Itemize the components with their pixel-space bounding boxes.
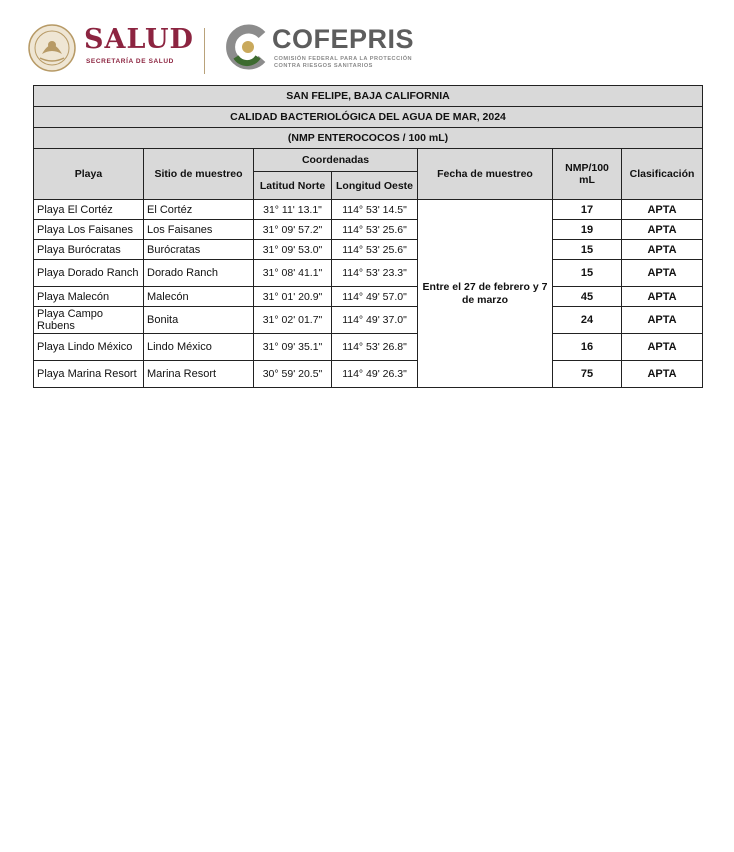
header-clasificacion: Clasificación: [622, 149, 703, 200]
water-quality-table: [33, 85, 703, 388]
header-nmp: NMP/100 mL: [553, 149, 622, 200]
cell-longitud: 114° 53' 25.6": [332, 220, 418, 240]
cell-playa: Playa Lindo México: [34, 334, 144, 361]
cell-clasificacion: APTA: [622, 220, 703, 240]
cell-latitud: 31° 01' 20.9": [254, 287, 332, 307]
cell-clasificacion: APTA: [622, 240, 703, 260]
cell-nmp: 45: [553, 287, 622, 307]
cell-longitud: 114° 53' 23.3": [332, 260, 418, 287]
cell-clasificacion: APTA: [622, 334, 703, 361]
cell-sitio: Bonita: [144, 307, 254, 334]
cell-playa: Playa Dorado Ranch: [34, 260, 144, 287]
table-row: [34, 200, 703, 220]
cell-latitud: 31° 11' 13.1": [254, 200, 332, 220]
cell-playa: Playa Campo Rubens: [34, 307, 144, 334]
cell-nmp: 19: [553, 220, 622, 240]
report-location: SAN FELIPE, BAJA CALIFORNIA: [34, 86, 703, 107]
government-seal-icon: [28, 24, 76, 72]
cell-sitio: Los Faisanes: [144, 220, 254, 240]
header-longitud: Longitud Oeste: [332, 172, 418, 200]
cell-playa: Playa Los Faisanes: [34, 220, 144, 240]
cell-clasificacion: APTA: [622, 361, 703, 388]
table-row: [34, 334, 703, 361]
cell-latitud: 31° 08' 41.1": [254, 260, 332, 287]
report-unit: (NMP ENTEROCOCOS / 100 mL): [34, 128, 703, 149]
table-row: [34, 240, 703, 260]
header-fecha-muestreo: Fecha de muestreo: [418, 149, 553, 200]
header-playa: Playa: [34, 149, 144, 200]
cell-nmp: 16: [553, 334, 622, 361]
cell-clasificacion: APTA: [622, 287, 703, 307]
cell-longitud: 114° 53' 14.5": [332, 200, 418, 220]
cell-nmp: 24: [553, 307, 622, 334]
table-row: [34, 307, 703, 334]
cell-playa: Playa Marina Resort: [34, 361, 144, 388]
header-sitio-muestreo: Sitio de muestreo: [144, 149, 254, 200]
cell-nmp: 75: [553, 361, 622, 388]
cell-latitud: 31° 02' 01.7": [254, 307, 332, 334]
cell-playa: Playa Malecón: [34, 287, 144, 307]
cell-longitud: 114° 53' 25.6": [332, 240, 418, 260]
cell-clasificacion: APTA: [622, 260, 703, 287]
cell-playa: Playa Burócratas: [34, 240, 144, 260]
cell-latitud: 31° 09' 53.0": [254, 240, 332, 260]
cell-sitio: Marina Resort: [144, 361, 254, 388]
header-latitud: Latitud Norte: [254, 172, 332, 200]
cell-fecha-muestreo: Entre el 27 de febrero y 7 de marzo: [418, 200, 553, 388]
cell-playa: Playa El Cortéz: [34, 200, 144, 220]
cell-nmp: 15: [553, 260, 622, 287]
header-coordenadas: Coordenadas: [254, 149, 418, 172]
cell-sitio: El Cortéz: [144, 200, 254, 220]
cofepris-subtitle-line-2: CONTRA RIESGOS SANITARIOS: [274, 63, 373, 69]
cell-clasificacion: APTA: [622, 307, 703, 334]
cell-sitio: Malecón: [144, 287, 254, 307]
salud-subtitle: SECRETARÍA DE SALUD: [86, 58, 174, 65]
table-row: [34, 220, 703, 240]
cell-longitud: 114° 49' 57.0": [332, 287, 418, 307]
report-title: CALIDAD BACTERIOLÓGICA DEL AGUA DE MAR, 2024: [34, 107, 703, 128]
cell-sitio: Lindo México: [144, 334, 254, 361]
table-row: [34, 361, 703, 388]
cell-longitud: 114° 49' 37.0": [332, 307, 418, 334]
document-header: [26, 18, 446, 76]
cell-longitud: 114° 53' 26.8": [332, 334, 418, 361]
cofepris-logo-text: COFEPRIS: [272, 24, 415, 54]
table-row: [34, 260, 703, 287]
cell-nmp: 15: [553, 240, 622, 260]
cell-latitud: 31° 09' 35.1": [254, 334, 332, 361]
cell-sitio: Burócratas: [144, 240, 254, 260]
table-row: [34, 287, 703, 307]
salud-logo-text: SALUD: [84, 24, 194, 55]
cell-latitud: 30° 59' 20.5": [254, 361, 332, 388]
cofepris-logo-icon: [222, 22, 272, 72]
cell-longitud: 114° 49' 26.3": [332, 361, 418, 388]
header-divider: [204, 28, 205, 74]
cofepris-subtitle-line-1: COMISIÓN FEDERAL PARA LA PROTECCIÓN: [274, 56, 413, 62]
cell-nmp: 17: [553, 200, 622, 220]
cell-latitud: 31° 09' 57.2": [254, 220, 332, 240]
cell-sitio: Dorado Ranch: [144, 260, 254, 287]
cell-clasificacion: APTA: [622, 200, 703, 220]
